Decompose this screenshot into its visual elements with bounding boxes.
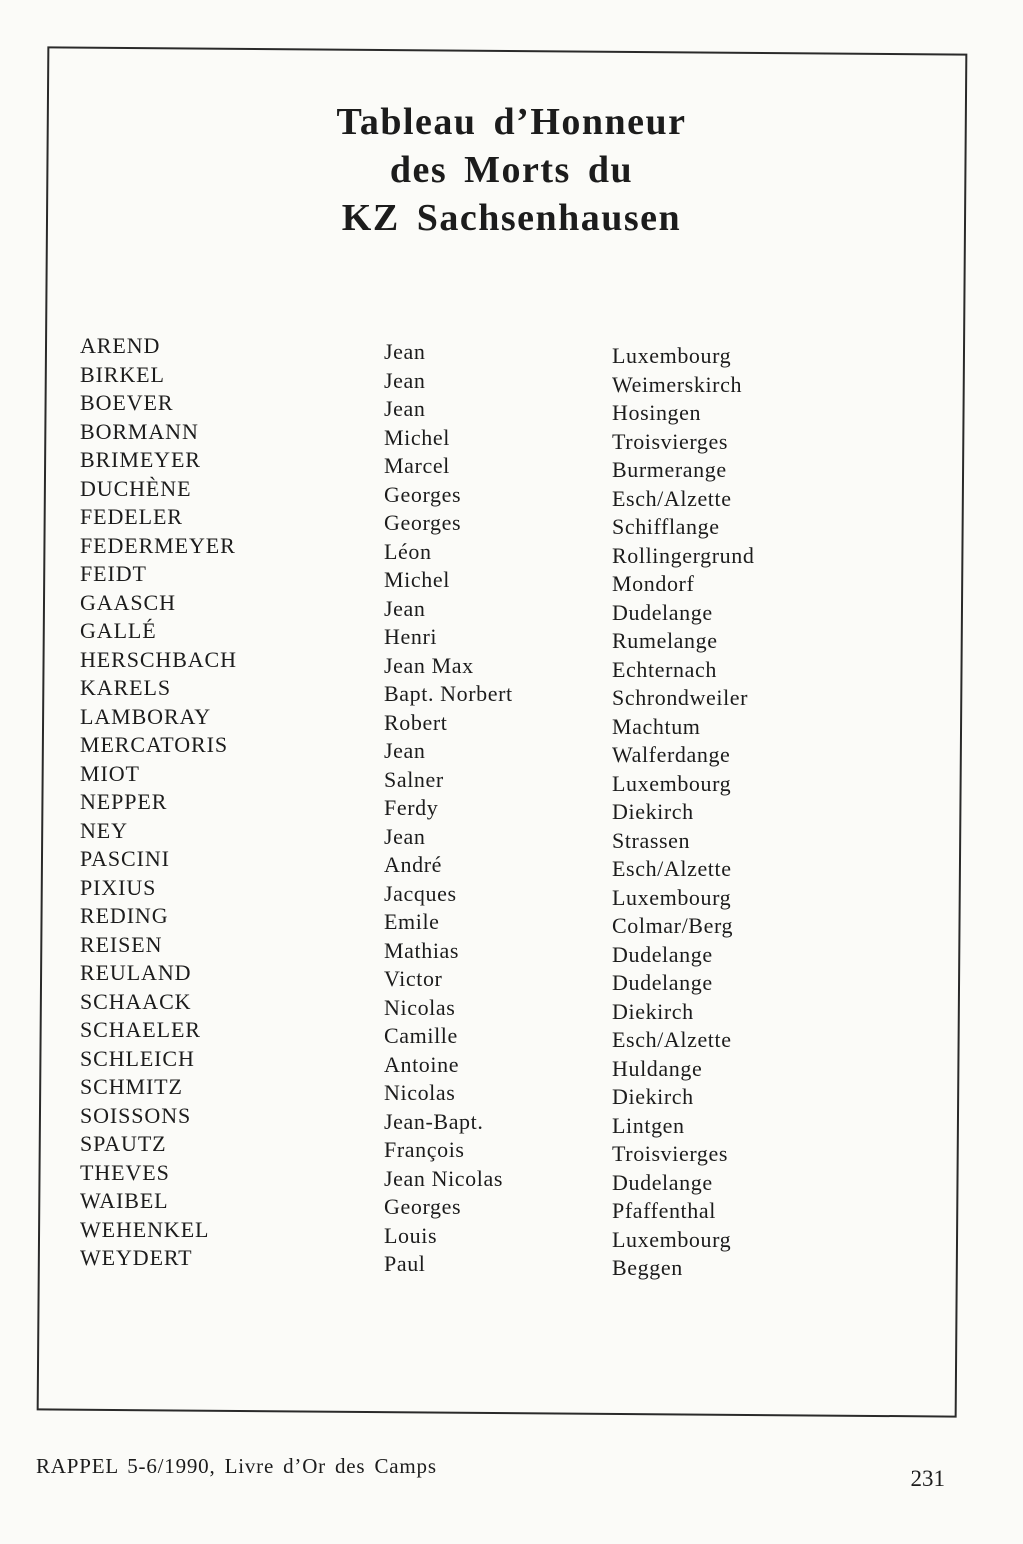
place-item: Pfaffenthal bbox=[612, 1198, 716, 1223]
place-item: Esch/Alzette bbox=[612, 1027, 732, 1052]
place-item: Rumelange bbox=[612, 628, 718, 653]
place-item: Diekirch bbox=[612, 998, 694, 1024]
first-name-item: Camille bbox=[384, 1023, 458, 1048]
place-item: Dudelange bbox=[612, 941, 713, 967]
first-name-item: Jean bbox=[384, 339, 426, 364]
place-item: Luxembourg bbox=[612, 770, 732, 796]
first-name-item: Jean bbox=[384, 396, 426, 421]
first-name-item: Nicolas bbox=[384, 1080, 456, 1105]
surname-item: WEHENKEL bbox=[80, 1216, 210, 1242]
first-name-item: Marcel bbox=[384, 453, 450, 478]
first-name-item: Emile bbox=[384, 909, 440, 934]
place-item: Esch/Alzette bbox=[612, 856, 732, 881]
surname-item: FEDERMEYER bbox=[80, 532, 236, 558]
first-name-item: Michel bbox=[384, 567, 450, 592]
place-column bbox=[612, 342, 754, 1283]
first-name-item: Salner bbox=[384, 766, 444, 792]
surname-item: AREND bbox=[80, 333, 161, 358]
place-item: Huldange bbox=[612, 1055, 703, 1081]
first-name-item: Antoine bbox=[384, 1051, 460, 1077]
first-name-column bbox=[384, 338, 513, 1279]
surname-item: SCHAELER bbox=[80, 1017, 201, 1042]
first-name-item: André bbox=[384, 852, 442, 877]
footer-source: RAPPEL 5-6/1990, Livre d’Or des Camps bbox=[36, 1454, 437, 1478]
place-item: Schifflange bbox=[612, 514, 720, 539]
place-item: Weimerskirch bbox=[612, 371, 743, 397]
first-name-item: Paul bbox=[384, 1251, 426, 1276]
place-item: Luxembourg bbox=[612, 343, 732, 368]
surname-column bbox=[80, 332, 237, 1273]
place-item: Troisvierges bbox=[612, 1141, 728, 1166]
first-name-item: Victor bbox=[384, 966, 443, 991]
surname-item: HERSCHBACH bbox=[80, 646, 237, 672]
place-item: Luxembourg bbox=[612, 1226, 732, 1252]
place-item: Diekirch bbox=[612, 1084, 694, 1109]
surname-item: WEYDERT bbox=[80, 1245, 193, 1270]
place-item: Schrondweiler bbox=[612, 685, 749, 710]
surname-item: FEDELER bbox=[80, 504, 183, 529]
place-item: Dudelange bbox=[612, 599, 713, 625]
first-name-item: Louis bbox=[384, 1222, 438, 1248]
first-name-item: Jean bbox=[384, 823, 426, 849]
first-name-item: Jean Max bbox=[384, 652, 474, 678]
place-item: Dudelange bbox=[612, 1169, 713, 1195]
place-item: Strassen bbox=[612, 827, 691, 853]
first-name-item: François bbox=[384, 1137, 465, 1162]
first-name-item: Bapt. Norbert bbox=[384, 681, 513, 706]
surname-item: PASCINI bbox=[80, 846, 170, 871]
first-name-item: Robert bbox=[384, 709, 448, 735]
place-item: Mondorf bbox=[612, 571, 695, 596]
surname-item: BRIMEYER bbox=[80, 447, 201, 472]
first-name-item: Jean bbox=[384, 738, 426, 763]
first-name-item: Ferdy bbox=[384, 795, 439, 820]
first-name-item: Mathias bbox=[384, 937, 460, 963]
surname-item: BORMANN bbox=[80, 418, 199, 444]
surname-item: THEVES bbox=[80, 1159, 170, 1185]
place-item: Machtum bbox=[612, 713, 701, 739]
surname-item: FEIDT bbox=[80, 561, 147, 586]
place-item: Dudelange bbox=[612, 970, 713, 995]
first-name-item: Henri bbox=[384, 624, 438, 649]
place-item: Echternach bbox=[612, 656, 717, 682]
place-item: Beggen bbox=[612, 1255, 683, 1280]
first-name-item: Jean Nicolas bbox=[384, 1165, 503, 1191]
surname-item: WAIBEL bbox=[80, 1188, 169, 1213]
surname-item: SOISSONS bbox=[80, 1102, 192, 1128]
place-item: Lintgen bbox=[612, 1112, 685, 1138]
place-item: Troisvierges bbox=[612, 428, 728, 454]
place-item: Diekirch bbox=[612, 799, 694, 824]
surname-item: GAASCH bbox=[80, 589, 176, 615]
first-name-item: Nicolas bbox=[384, 994, 456, 1020]
surname-item: SCHMITZ bbox=[80, 1074, 183, 1099]
surname-item: SCHLEICH bbox=[80, 1045, 195, 1071]
surname-item: NEY bbox=[80, 817, 128, 843]
surname-item: BOEVER bbox=[80, 390, 174, 415]
place-item: Colmar/Berg bbox=[612, 913, 734, 938]
first-name-item: Georges bbox=[384, 510, 462, 535]
first-name-item: Jean bbox=[384, 595, 426, 621]
title-line-2: des Morts du bbox=[389, 149, 634, 191]
surname-item: REISEN bbox=[80, 931, 163, 957]
page-title bbox=[0, 98, 1023, 242]
first-name-item: Georges bbox=[384, 1194, 462, 1219]
surname-item: LAMBORAY bbox=[80, 703, 212, 729]
place-item: Luxembourg bbox=[612, 884, 732, 910]
title-line-3: KZ Sachsenhausen bbox=[341, 197, 682, 239]
surname-item: NEPPER bbox=[80, 789, 168, 814]
surname-item: MERCATORIS bbox=[80, 732, 228, 757]
place-item: Burmerange bbox=[612, 457, 727, 482]
surname-item: SPAUTZ bbox=[80, 1131, 167, 1156]
place-item: Hosingen bbox=[612, 400, 702, 425]
first-name-item: Michel bbox=[384, 424, 450, 450]
first-name-item: Jean bbox=[384, 367, 426, 393]
surname-item: SCHAACK bbox=[80, 988, 192, 1014]
place-item: Rollingergrund bbox=[612, 542, 755, 568]
surname-item: KARELS bbox=[80, 675, 171, 700]
title-line-1: Tableau d’Honneur bbox=[336, 101, 687, 143]
surname-item: BIRKEL bbox=[80, 361, 165, 387]
place-item: Esch/Alzette bbox=[612, 485, 732, 511]
first-name-item: Léon bbox=[384, 538, 432, 564]
surname-item: PIXIUS bbox=[80, 874, 157, 900]
first-name-item: Georges bbox=[384, 481, 462, 507]
first-name-item: Jean-Bapt. bbox=[384, 1108, 484, 1134]
first-name-item: Jacques bbox=[384, 880, 457, 906]
surname-item: REULAND bbox=[80, 960, 192, 985]
surname-item: GALLÉ bbox=[80, 618, 157, 643]
surname-item: REDING bbox=[80, 903, 169, 928]
surname-item: DUCHÈNE bbox=[80, 475, 192, 501]
page-number: 231 bbox=[910, 1466, 945, 1491]
place-item: Walferdange bbox=[612, 742, 731, 767]
surname-item: MIOT bbox=[80, 760, 140, 786]
